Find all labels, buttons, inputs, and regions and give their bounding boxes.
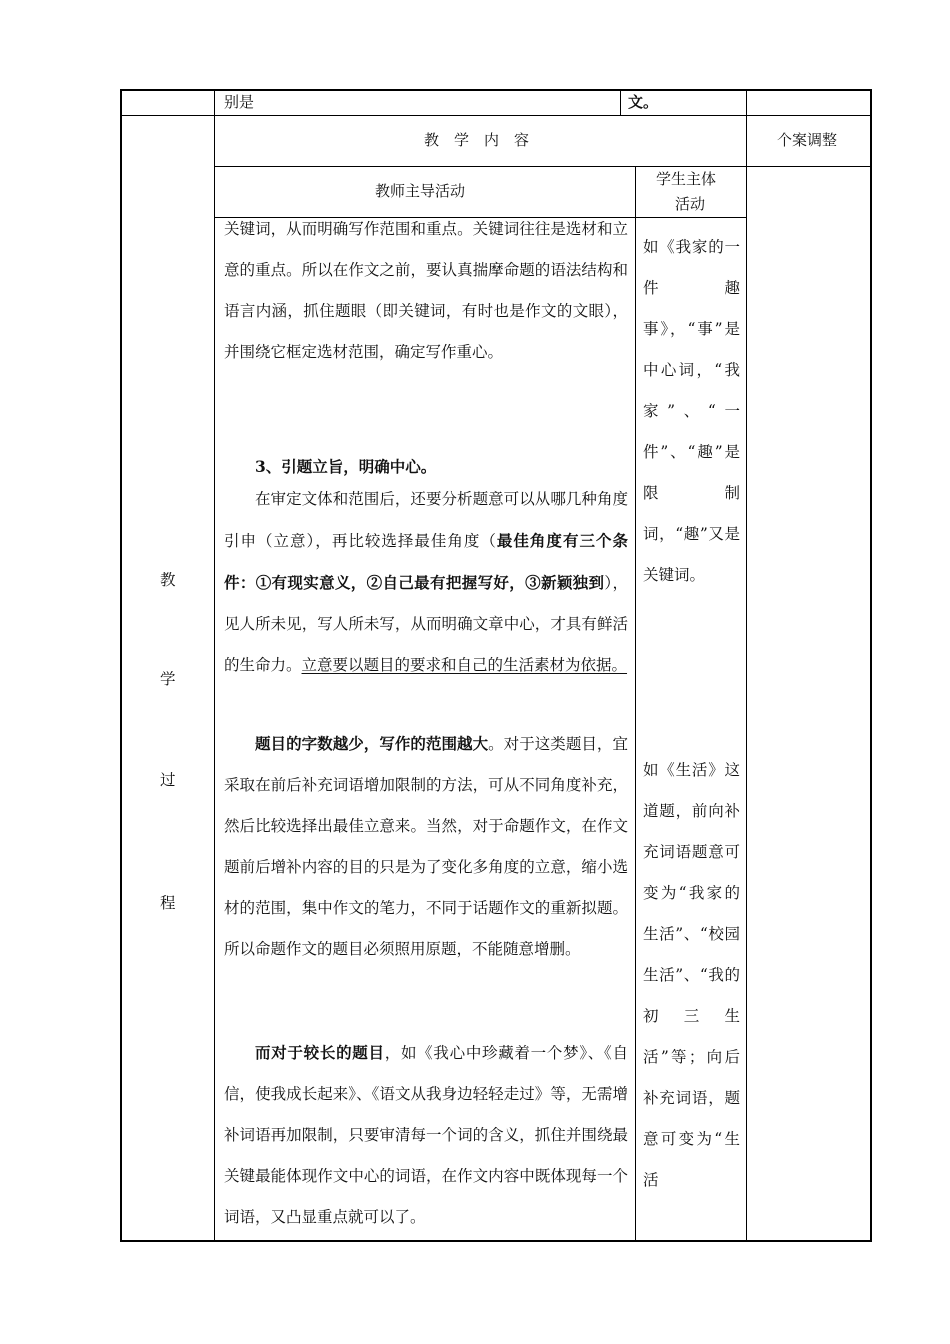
student-activity-header-line2: 活动	[675, 195, 706, 213]
col-divider-student	[635, 166, 636, 1242]
col-divider-side	[214, 89, 215, 1242]
teacher-p2	[224, 479, 628, 686]
student-note-2	[643, 750, 740, 1201]
student-note-1-text: 如《我家的一件趣事》，“事”是中心词，“我家”、“一件”、“趣”是限制词，“趣”又是关键词。	[643, 238, 740, 584]
teacher-paragraph-1	[224, 209, 628, 373]
table-right-border	[870, 89, 872, 1242]
side-label-char-4: 程	[160, 894, 176, 912]
teacher-p2-a: 在审定文体和范围后，还要分析题意可以从哪几种角度引申（立意），再比较选择最佳角度（	[224, 490, 628, 550]
teacher-paragraph-2	[224, 479, 628, 686]
teacher-p4	[224, 1032, 628, 1238]
teacher-paragraph-3	[224, 723, 628, 970]
col-divider-adjust	[746, 89, 747, 1242]
teacher-p1-text: 关键词，从而明确写作范围和重点。关键词往往是选材和立意的重点。所以在作文之前，要认真揣摩命题的语法结构和语言内涵，抓住题眼（即关键词，有时也是作文的文眼），并围绕它框定选材范围，确定写作重心。	[224, 220, 628, 361]
teacher-p2-d: 立意要以题目的要求和自己的生活素材为依据。	[301, 656, 628, 674]
student-note-2-text: 如《生活》这道题，前向补充词语题意可变为“我家的生活”、“校园生活”、“我的初三生活”等；向后补充词语，题意可变为“生活	[643, 761, 740, 1189]
teacher-h3-text: 3、引题立旨，明确中心。	[255, 457, 437, 476]
teacher-p3-b: 。对于这类题目，宜采取在前后补充词语增加限制的方法，可从不同角度补充，然后比较选择出最佳立意来。当然，对于命题作文，在作文题前后增补内容的目的只是为了变化多角度的立意，缩小选材的范围，集中作文的笔力，不同于话题作文的重新拟题。所以命题作文的题目必须照用原题，不能随意增删。	[224, 735, 628, 958]
table-left-border	[120, 89, 122, 1242]
teacher-p4-a: 而对于较长的题目	[255, 1043, 385, 1062]
teacher-p3-a: 题目的字数越少，写作的范围越大	[255, 734, 489, 753]
teacher-p4-b: ，如《我心中珍藏着一个梦》、《自信，使我成长起来》、《语文从我身边轻轻走过》等，无需增补词语再加限制，只要审清每一个词的含义，抓住并围绕最关键最能体现作文中心的词语，在作文内容中既体现每一个词语，又凸显重点就可以了。	[224, 1044, 628, 1226]
teacher-p2-b: 最佳角度有三个条件：①有现实意义，②自己最有把握写好，③新颖独到	[224, 531, 628, 592]
teacher-p3	[224, 723, 628, 970]
side-label-char-1: 教	[160, 571, 176, 589]
content-header: 教 学 内 容	[424, 131, 530, 149]
teacher-p2-c: ），见人所未见，写人所未写，从而明确文章中心，才具有鲜活的生命力。	[224, 574, 628, 674]
row-divider-header	[214, 166, 870, 167]
student-activity-header-line1: 学生主体	[656, 170, 717, 188]
teacher-paragraph-4	[224, 1032, 628, 1238]
table-top-border	[120, 89, 872, 91]
col-divider-top-row	[620, 89, 621, 115]
row-divider-top	[120, 115, 872, 116]
top-row-left-text: 别是	[224, 93, 255, 111]
side-label-char-2: 学	[160, 670, 176, 688]
side-label-char-3: 过	[160, 771, 176, 789]
teacher-activity-header: 教师主导活动	[375, 182, 466, 200]
top-row-right-text: 文。	[628, 93, 659, 111]
table-bottom-border	[120, 1240, 872, 1242]
student-note-1	[643, 227, 740, 596]
adjust-header: 个案调整	[777, 131, 838, 149]
